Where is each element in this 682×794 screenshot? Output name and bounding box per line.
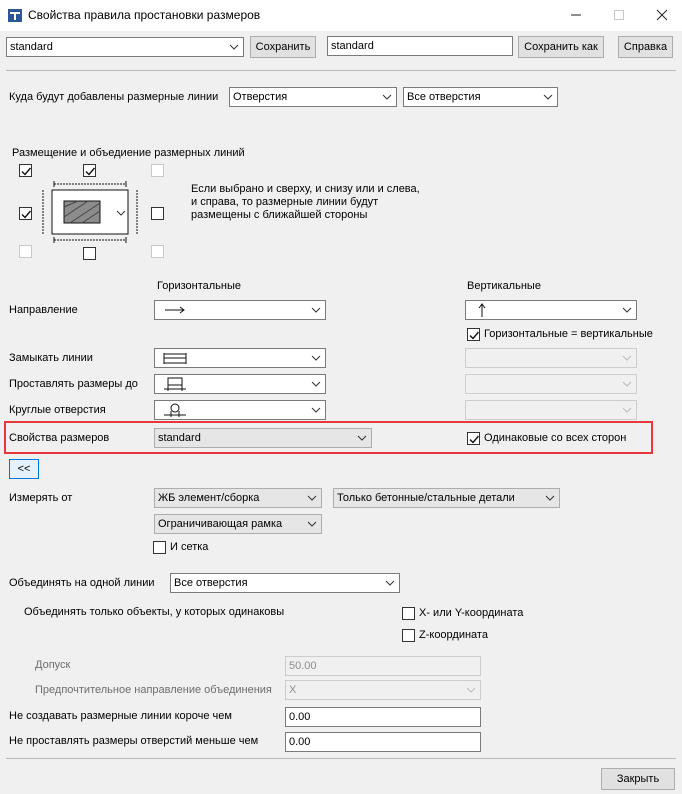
chevron-down-icon (382, 88, 392, 106)
chevron-down-icon (543, 88, 553, 106)
chevron-down-icon (311, 401, 321, 419)
separator (6, 70, 676, 71)
z-coordinate-checkbox[interactable] (402, 629, 415, 642)
maximize-icon (609, 4, 629, 26)
xy-coordinate-checkbox[interactable] (402, 607, 415, 620)
tolerance-label: Допуск (35, 659, 71, 671)
measure-from-label: Измерять от (9, 492, 73, 504)
separator (6, 758, 676, 759)
placement-top-left-checkbox[interactable] (19, 164, 32, 177)
placement-top-right-checkbox[interactable] (151, 164, 164, 177)
merge-value: Все отверстия (174, 577, 248, 589)
vertical-column-header: Вертикальные (467, 280, 541, 292)
measure-parts-value: Только бетонные/стальные детали (337, 492, 515, 504)
target-object-select[interactable] (229, 87, 397, 107)
preferred-direction-select (285, 680, 481, 700)
dim-props-label: Свойства размеров (9, 432, 110, 444)
min-hole-label: Не проставлять размеры отверстий меньше чем (9, 735, 259, 747)
placement-bottom-center-checkbox[interactable] (83, 247, 96, 260)
collapse-button[interactable]: << (9, 459, 39, 479)
merge-label: Объединять на одной линии (9, 577, 155, 589)
chevron-down-icon (622, 401, 632, 419)
arrow-right-icon (163, 301, 193, 319)
grid-checkbox[interactable] (153, 541, 166, 554)
chevron-down-icon (466, 681, 476, 699)
chevron-down-icon (311, 375, 321, 393)
close-lines-label: Замыкать линии (9, 352, 93, 364)
dim-props-select[interactable] (154, 428, 372, 448)
dimension-to-vertical-select (465, 374, 637, 394)
minimize-icon[interactable] (566, 4, 586, 26)
min-length-input[interactable]: 0.00 (285, 707, 481, 727)
round-hole-icon (161, 401, 191, 419)
measure-from-value: ЖБ элемент/сборка (158, 492, 260, 504)
app-icon (8, 9, 22, 22)
tolerance-input: 50.00 (285, 656, 481, 676)
measure-frame-value: Ограничивающая рамка (158, 518, 283, 530)
same-hv-label: Горизонтальные = вертикальные (484, 328, 653, 340)
preset-select-value: standard (10, 41, 53, 53)
chevron-down-icon (545, 489, 555, 507)
round-holes-vertical-select (465, 400, 637, 420)
chevron-down-icon (357, 429, 367, 447)
round-holes-label: Круглые отверстия (9, 404, 106, 416)
direction-label: Направление (9, 304, 78, 316)
placement-hint (191, 183, 420, 222)
checkmark-icon (20, 208, 33, 221)
chevron-down-icon (229, 38, 239, 56)
preferred-direction-value: X (289, 684, 297, 696)
checkmark-icon (84, 165, 97, 178)
xy-coordinate-label: X- или Y-координата (419, 607, 524, 619)
checkmark-icon (20, 165, 33, 178)
chevron-down-icon (622, 301, 632, 319)
close-button[interactable]: Закрыть (601, 768, 675, 790)
dimension-to-select[interactable] (154, 374, 326, 394)
close-icon[interactable] (652, 4, 672, 26)
merge-only-label: Объединять только объекты, у которых одинаковы (24, 606, 285, 618)
close-lines-vertical-select (465, 348, 637, 368)
chevron-down-icon (622, 375, 632, 393)
measure-frame-select[interactable] (154, 514, 322, 534)
min-length-label: Не создавать размерные линии короче чем (9, 710, 232, 722)
placement-diagram (38, 180, 142, 244)
same-all-sides-checkbox[interactable] (467, 432, 480, 445)
chevron-down-icon (622, 349, 632, 367)
measure-parts-select[interactable] (333, 488, 560, 508)
save-as-name-input[interactable]: standard (327, 36, 513, 56)
close-lines-select[interactable] (154, 348, 326, 368)
placement-label: Размещение и объедиение размерных линий (12, 147, 245, 159)
window-title: Свойства правила простановки размеров (28, 8, 261, 22)
target-label: Куда будут добавлены размерные линии (9, 91, 219, 103)
target-scope-value: Все отверстия (407, 91, 481, 103)
arrow-up-icon (474, 301, 494, 319)
placement-hint-line-3: размещены с ближайшей стороны (191, 209, 368, 221)
help-button[interactable]: Справка (618, 36, 673, 58)
save-as-button[interactable]: Сохранить как (518, 36, 604, 58)
round-holes-select[interactable] (154, 400, 326, 420)
checkmark-icon (468, 329, 481, 342)
target-object-value: Отверстия (233, 91, 288, 103)
chevron-down-icon (307, 489, 317, 507)
placement-top-center-checkbox[interactable] (83, 164, 96, 177)
same-all-sides-label: Одинаковые со всех сторон (484, 432, 627, 444)
horizontal-direction-select[interactable] (154, 300, 326, 320)
measure-from-select[interactable] (154, 488, 322, 508)
chevron-down-icon (311, 301, 321, 319)
target-scope-select[interactable] (403, 87, 558, 107)
preferred-direction-label: Предпочтительное направление объединения (35, 684, 272, 696)
checkmark-icon (468, 433, 481, 446)
chevron-down-icon (307, 515, 317, 533)
dim-props-value: standard (158, 432, 201, 444)
vertical-direction-select[interactable] (465, 300, 637, 320)
dimension-to-edge-icon (161, 375, 191, 393)
placement-bottom-right-checkbox[interactable] (151, 245, 164, 258)
save-button[interactable]: Сохранить (250, 36, 316, 58)
min-hole-input[interactable]: 0.00 (285, 732, 481, 752)
merge-select[interactable] (170, 573, 400, 593)
z-coordinate-label: Z-координата (419, 629, 488, 641)
dimension-to-label: Проставлять размеры до (9, 378, 138, 390)
placement-middle-left-checkbox[interactable] (19, 207, 32, 220)
preset-select[interactable] (6, 37, 244, 57)
grid-label: И сетка (170, 541, 209, 553)
closed-lines-icon (161, 349, 191, 367)
horizontal-column-header: Горизонтальные (157, 280, 241, 292)
placement-middle-right-checkbox[interactable] (151, 207, 164, 220)
placement-hint-line-2: и справа, то размерные линии будут (191, 196, 379, 208)
chevron-down-icon (311, 349, 321, 367)
placement-hint-line-1: Если выбрано и сверху, и снизу или и слева, (191, 183, 420, 195)
same-hv-checkbox[interactable] (467, 328, 480, 341)
placement-bottom-left-checkbox[interactable] (19, 245, 32, 258)
chevron-down-icon (385, 574, 395, 592)
